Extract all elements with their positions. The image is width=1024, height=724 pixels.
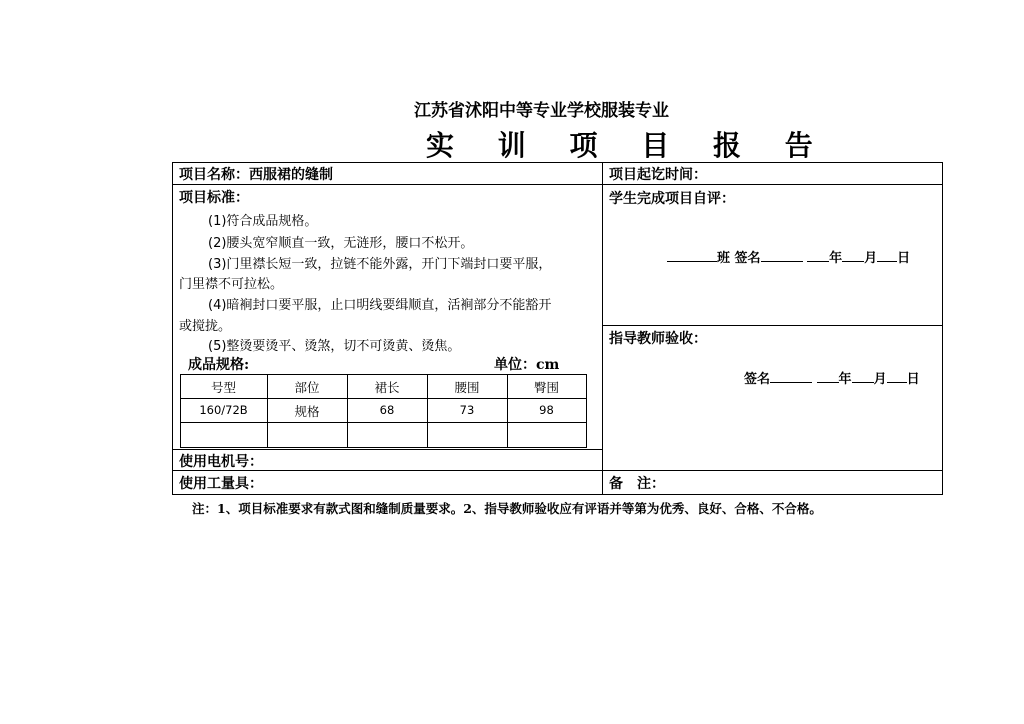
standard-item: (5)整烫要烫平、烫煞，切不可烫黄、烫焦。 <box>208 339 461 354</box>
sign-label: 签名 <box>734 251 761 266</box>
table-cell: 73 <box>459 403 475 417</box>
project-name-value: 西服裙的缝制 <box>249 167 333 183</box>
page-title: 实 训 项 目 报 告 <box>426 129 830 162</box>
table-cell: 160/72B <box>199 403 248 417</box>
sign-label: 签名 <box>744 372 771 387</box>
standard-item: (1)符合成品规格。 <box>208 214 318 229</box>
table-cell: 68 <box>379 403 395 417</box>
day-label: 日 <box>906 372 920 387</box>
teacher-label: 指导教师验收： <box>609 331 707 347</box>
table-header: 裙长 <box>374 380 400 395</box>
table-header: 部位 <box>294 380 320 395</box>
remark-label: 备 注： <box>609 476 665 492</box>
project-name-field <box>179 164 333 184</box>
table-cell: 98 <box>539 403 554 417</box>
teacher-signature-line <box>744 368 920 387</box>
standards-label: 项目标准： <box>179 190 249 206</box>
class-text: 班 <box>717 251 731 266</box>
table-header: 腰围 <box>454 380 480 395</box>
standard-item: (4)暗裥封口要平服，止口明线要缉顺直，活裥部分不能豁开 <box>208 298 552 313</box>
standard-item: 或搅拢。 <box>179 319 232 334</box>
year-label: 年 <box>829 251 843 266</box>
self-eval-label: 学生完成项目自评： <box>609 191 735 207</box>
self-eval-signature-line <box>667 247 910 266</box>
year-label: 年 <box>838 372 852 387</box>
project-name-label: 项目名称： <box>179 167 249 183</box>
school-name: 江苏省沭阳中等专业学校服装专业 <box>414 101 669 121</box>
unit-label: 单位：cm <box>494 357 560 373</box>
footnote: 注：1、项目标准要求有款式图和缝制质量要求。2、指导教师验收应有评语并等第为优秀、良好、合格、不合格。 <box>192 501 822 516</box>
table-header: 号型 <box>210 380 236 395</box>
standard-item: (2)腰头宽窄顺直一致，无涟形，腰口不松开。 <box>208 236 474 251</box>
table-cell: 规格 <box>294 404 320 419</box>
standard-item: 门里襟不可拉松。 <box>179 277 284 292</box>
standard-item: (3)门里襟长短一致，拉链不能外露，开门下端封口要平服， <box>208 257 552 272</box>
spec-label: 成品规格: <box>188 357 250 373</box>
day-label: 日 <box>897 251 911 266</box>
project-time-label: 项目起讫时间： <box>609 167 707 183</box>
table-header: 臀围 <box>533 380 559 395</box>
month-label: 月 <box>873 372 887 387</box>
month-label: 月 <box>864 251 878 266</box>
machine-label: 使用电机号： <box>179 454 263 470</box>
tools-label: 使用工量具： <box>179 476 263 492</box>
